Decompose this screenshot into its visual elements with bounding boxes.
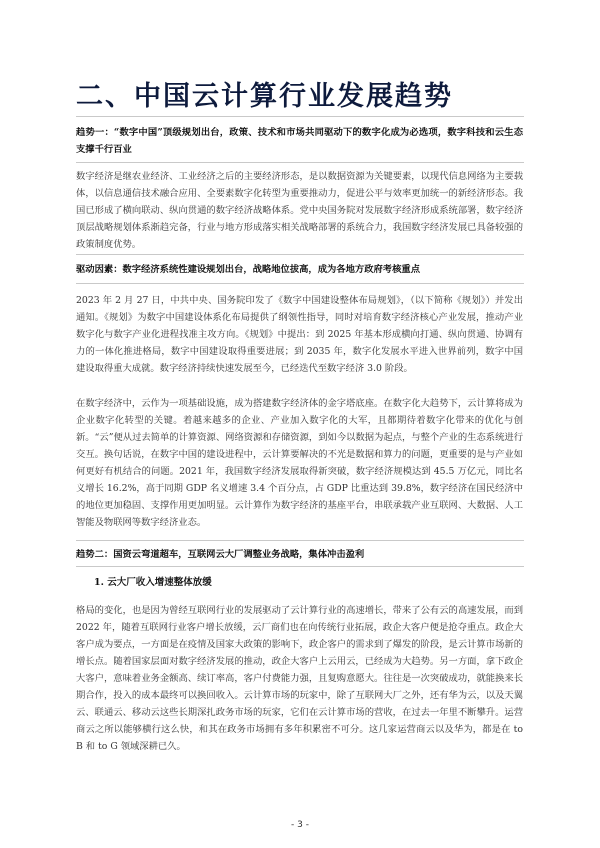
section-divider <box>76 283 524 284</box>
page-number: - 3 - <box>291 820 309 830</box>
paragraph-digital-economy: 数字经济是继农业经济、工业经济之后的主要经济形态，是以数据资源为关键要素，以现代信息网络为主要载体，以信息通信技术融合应用、全要素数字化转型为重要推动力，促进公平与效率更加统一的新经济形态。我国已形成了横向联动、纵向贯通的数字经济战略体系。党中央国务院对发展数字经济形成系统部署，数字经济顶层战略规划体系渐趋完备，行业与地方形成落实相关战略部署的系统合力，我国数字经济发展已具备较强的政策制度优势。 <box>76 171 523 250</box>
paragraph-cloud-infrastructure: 在数字经济中，云作为一项基础设施，成为搭建数字经济体的金字塔底座。在数字化大趋势下，云计算将成为企业数字化转型的关键。着越来越多的企业、产业加入数字化的大军，且都期待着数字化带来的优化与创新。“云”便从过去简单的计算资源、网络资源和存储资源，到如今以数据为起点，与整个产业的生态系统进行交互。换句话说，在数字中国的建设进程中，云计算要解决的不光是数据和算力的问题，更重要的是与产业如何更好有机结合的问题。2021 年，我国数字经济发展取得新突破，数字经济规模达到 45.5 万亿元，同比名义增长 16.2%，高于同期 GDP 名义增速 3.4 个百分点，占 GDP 比重达到 39.8%，数字经济在国民经济中的地位更加稳固、支撑作用更加明显。云计算作为数字经济的基座平台，串联承载产业互联网、大数据、人工智能及物联网等数字经济业态。 <box>76 398 523 528</box>
trend1-heading: 趋势一：“数字中国”顶级规划出台，政策、技术和市场共同驱动下的数字化成为必选项，数字科技和云生态支撑千行百业 <box>76 127 523 155</box>
subheading-revenue-slowdown: 1. 云大厂收入增速整体放缓 <box>94 577 212 588</box>
page-title: 二、中国云计算行业发展趋势 <box>76 81 453 112</box>
section-divider <box>76 254 524 255</box>
paragraph-market-change: 格局的变化，也是因为曾经互联网行业的发展驱动了云计算行业的高速增长，带来了公有云的高速发展，而到 2022 年，随着互联网行业客户增长放缓，云厂商们也在向传统行业拓展，政企大客户便是抢夺重点。政企大客户成为要点，一方面是在疫情及国家大政策的影响下，政企客户的需求到了爆发的阶段，是云计算市场新的增长点。随着国家层面对数字经济发展的推动，政企大客户上云用云，已经成为大趋势。另一方面，拿下政企大客户，意味着业务金额高、续订率高，客户付费能力强，且复购意愿大。往往是一次突破成功，就能换来长期合作，投入的成本最终可以换回收入。云计算市场的玩家中，除了互联网大厂之外，还有华为云，以及天翼云、联通云、移动云这些长期深扎政务市场的玩家，它们在云计算市场的营收，在过去一年里不断攀升。运营商云之所以能够横行这么快，和其在政务市场拥有多年积累密不可分。这几家运营商云以及华为，都是在 to B 和 to G 领域深耕已久。 <box>76 605 523 752</box>
section-divider <box>76 162 524 163</box>
trend2-heading: 趋势二：国资云弯道超车，互联网云大厂调整业务战略，集体冲击盈利 <box>76 549 365 560</box>
title-divider <box>76 116 524 117</box>
section-divider <box>76 566 524 567</box>
driver-heading: 驱动因素：数字经济系统性建设规划出台，战略地位拔高，成为各地方政府考核重点 <box>76 264 420 275</box>
section-divider <box>76 540 524 541</box>
paragraph-digital-china-plan: 2023 年 2 月 27 日，中共中央、国务院印发了《数字中国建设整体布局规划》，（以下简称《规划》）并发出通知。《规划》为数字中国建设体系化布局提供了纲领性指导，同时对培育数字经济核心产业发展，推动产业数字化与数字产业化进程找准主攻方向。《规划》中提出：到 2025 年基本形成横向打通、纵向贯通、协调有力的一体化推进格局，数字中国建设取得重要进展；到 2035 年，数字化发展水平进入世界前列，数字中国建设取得重大成就。数字经济持续快速发展至今，已经迭代至数字经济 3.0 阶段。 <box>76 295 523 374</box>
